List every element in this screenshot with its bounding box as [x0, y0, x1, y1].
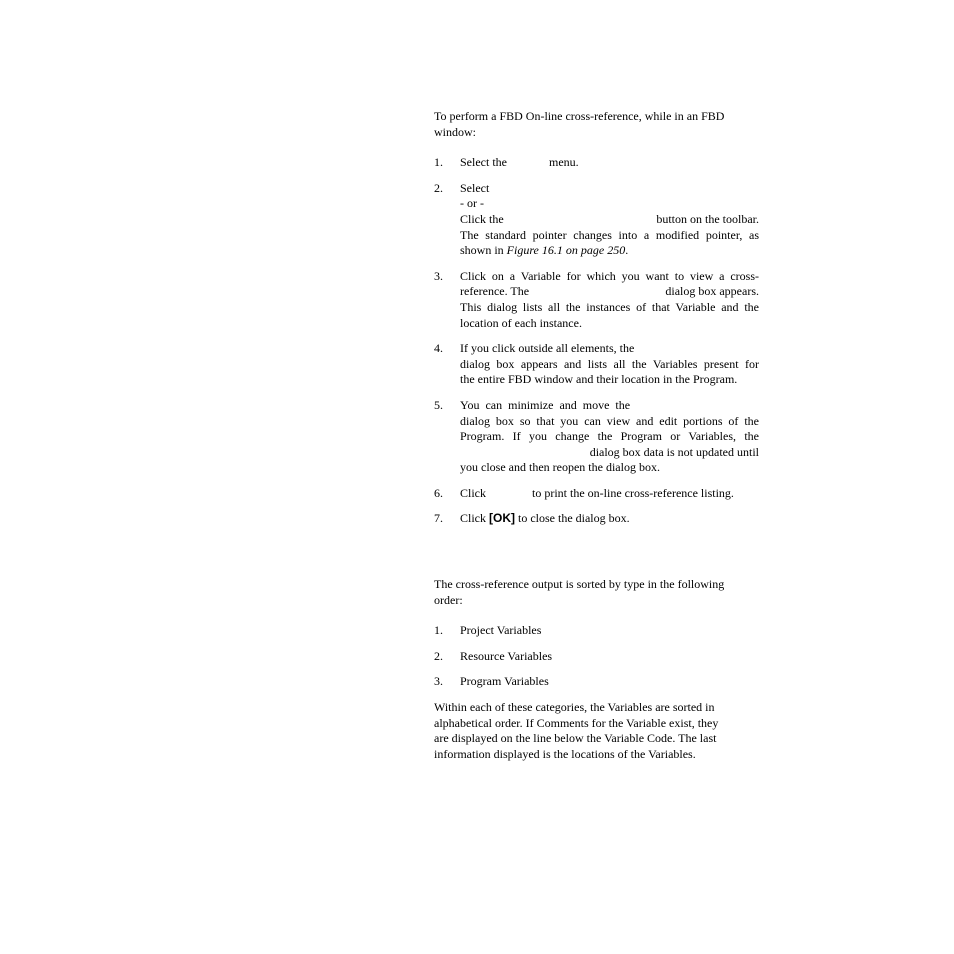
step-text: location of each instance.	[460, 315, 582, 330]
closing-line: information displayed is the locations of the Variables.	[434, 746, 696, 761]
step-text: dialog box so that you can view and edit portions of the	[460, 413, 759, 428]
step-text: you close and then reopen the dialog box.	[460, 460, 660, 475]
step-number: 2.	[434, 180, 443, 195]
item-number: 1.	[434, 623, 443, 638]
step-text: dialog box appears.	[665, 284, 759, 299]
step-text: The standard pointer changes into a modified pointer, as	[460, 227, 759, 242]
step-text: button on the toolbar.	[656, 211, 759, 226]
step-1	[434, 155, 759, 171]
step-text: This dialog lists all the instances of that Variable and the	[460, 299, 759, 314]
step-text: reference. The	[460, 284, 530, 299]
page-content	[434, 109, 759, 762]
step-3	[434, 269, 759, 331]
step-5	[434, 398, 759, 476]
ok-button-label: [OK]	[489, 511, 515, 526]
closing-line: Within each of these categories, the Variables are sorted in	[434, 700, 715, 715]
step-number: 6.	[434, 485, 443, 500]
step-text: Select the	[460, 155, 507, 170]
step-text: Click on a Variable for which you want to view a cross-	[460, 268, 759, 283]
closing-line: alphabetical order. If Comments for the Variable exist, they	[434, 715, 719, 730]
step-line	[460, 284, 759, 300]
step-text: dialog box data is not updated until	[589, 444, 759, 459]
step-text: You can minimize and move the	[460, 397, 631, 412]
step-text: Program. If you change the Program or Variables, the	[460, 429, 759, 444]
step-text: dialog box appears and lists all the Variables present for	[460, 356, 759, 371]
step-7	[434, 511, 759, 527]
step-line	[460, 243, 759, 259]
step-text: menu.	[548, 155, 579, 170]
step-text: the entire FBD window and their location in the Program.	[460, 372, 738, 387]
step-6	[434, 486, 759, 502]
step-text: .	[625, 243, 629, 258]
step-line	[460, 212, 759, 228]
intro-paragraph	[434, 109, 759, 140]
step-number: 3.	[434, 268, 443, 283]
intro-line: The cross-reference output is sorted by type in the following	[434, 577, 725, 592]
item-number: 3.	[434, 674, 443, 689]
item-label: Resource Variables	[460, 648, 553, 663]
intro-line: order:	[434, 592, 463, 607]
figure-reference: Figure 16.1 on page 250	[506, 243, 626, 258]
step-text: If you click outside all elements, the	[460, 341, 635, 356]
intro-line: window:	[434, 124, 476, 139]
step-4	[434, 341, 759, 388]
sort-order-intro	[434, 577, 759, 608]
list-item	[434, 623, 759, 639]
sort-order-list	[434, 623, 759, 690]
item-label: Program Variables	[460, 674, 549, 689]
intro-line: To perform a FBD On-line cross-reference, while in an FBD	[434, 109, 725, 123]
step-text: Click	[460, 485, 486, 500]
step-2	[434, 181, 759, 259]
step-number: 4.	[434, 341, 443, 356]
step-text: Click	[460, 511, 489, 526]
closing-paragraph	[434, 700, 759, 762]
step-text: Select	[460, 180, 490, 195]
list-item	[434, 674, 759, 690]
step-text: Click the	[460, 211, 504, 226]
step-number: 5.	[434, 397, 443, 412]
or-separator: - or -	[460, 196, 484, 211]
list-item	[434, 649, 759, 665]
step-number: 7.	[434, 511, 443, 526]
procedure-steps	[434, 155, 759, 527]
step-text: to print the on-line cross-reference listing.	[532, 485, 734, 500]
step-text: shown in	[460, 243, 507, 258]
closing-line: are displayed on the line below the Variable Code. The last	[434, 731, 717, 746]
step-number: 1.	[434, 155, 443, 170]
step-text: to close the dialog box.	[515, 511, 630, 526]
item-number: 2.	[434, 648, 443, 663]
item-label: Project Variables	[460, 623, 542, 638]
